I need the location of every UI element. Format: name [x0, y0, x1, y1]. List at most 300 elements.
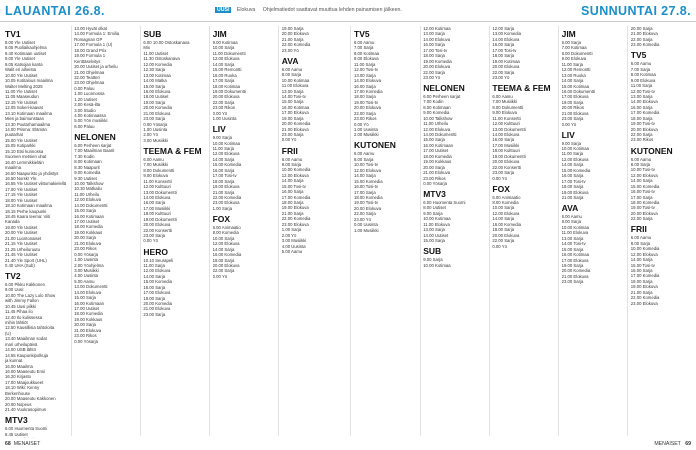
program-entry: 22.00 Komedia [281, 216, 311, 222]
program-entry: 12.00 Elokuva [630, 251, 658, 257]
program-entry: 19.00 Dokumentti [492, 153, 526, 159]
program-entry: 9.00 Sarja [561, 140, 581, 146]
program-entry: 0.00 Yösarja [74, 338, 98, 344]
program-entry: 17.00 Komedia [630, 273, 660, 279]
column-divider [71, 26, 72, 436]
program-entry: 12.00 Elokuva [74, 197, 102, 203]
program-entry: 19.00 Sarja [281, 115, 304, 121]
program-entry: 20.00 Sarja [74, 322, 96, 328]
program-entry: 18.00 Kotimaa [212, 83, 241, 89]
program-entry: 8.00 Kotimaan [423, 104, 451, 110]
program-entry: 9.05 Katsojan kanta [5, 61, 43, 67]
footer-right [654, 441, 691, 447]
program-entry: 21.00 Luontonaiset [5, 235, 42, 241]
program-entry: 11.00 Elokuva [281, 83, 309, 89]
program-entry: 14.55 Kaupunkipolkuja [5, 352, 49, 358]
program-entry: 10.00 Yle Uutiset [5, 72, 38, 78]
program-entry: 12.15 Yle Uutiset [5, 99, 38, 105]
program-entry: 15.00 Kotimaa [561, 83, 590, 89]
listing-column [423, 26, 485, 438]
program-entry: 22.00 Konsertti [143, 227, 172, 233]
program-entry: 21.00 Sarja [212, 189, 235, 195]
program-entry: 23.00 Sarja [561, 279, 584, 285]
program-entry: ja kunnat [5, 358, 23, 364]
program-entry: 0.00 Yö [561, 121, 577, 127]
program-entry: 12.30 Sarja [143, 67, 166, 73]
right-magazine-title: MENAISET [654, 441, 681, 447]
program-entry: 7.30 Kodin [74, 153, 95, 159]
program-entry: 15.00 Remontti [212, 67, 242, 73]
program-entry: 11.00 Uutiset [143, 50, 169, 56]
program-entry: 16.00 Kotimaan [74, 213, 104, 219]
program-entry: 13.00 Dokumentti [143, 189, 177, 195]
program-entry: 11.00 Sarja [630, 83, 653, 89]
program-entry: 19.00 Formula 1 [74, 53, 106, 59]
program-entry: 23.00 Rikos [212, 105, 236, 111]
program-entry: 19.00 Tosi-tv [630, 205, 655, 211]
program-entry: 9.00 Sarja [212, 135, 232, 141]
program-entry: 14.00 Formula 1: Emilia [74, 31, 120, 37]
program-entry: 17.00 Komedia [630, 110, 660, 116]
program-entry: 9.30 Uutiset [74, 175, 97, 181]
program-entry: Romagnan GP [74, 36, 103, 42]
program-entry: 9.00 Komedia [74, 170, 101, 176]
column-divider [209, 26, 210, 436]
program-entry: 19.00 Kokkaus [74, 316, 103, 322]
program-entry: 23.00 Rikos [354, 116, 377, 122]
program-entry: 12.00 Tosi-tv [630, 88, 655, 94]
program-entry: 21.25 Urheiluruutu [5, 246, 40, 252]
program-entry: 15.00 Sarja [423, 137, 445, 143]
program-entry: 19.00 Kokkaus [74, 229, 103, 235]
program-entry: 18.00 Sarja [212, 257, 235, 263]
program-entry [5, 437, 67, 438]
program-entry: 23.00 Rikos [74, 333, 97, 339]
channel-heading: TEEMA & FEM [492, 82, 551, 93]
program-entry: 14.00 Tosi-tv [281, 93, 306, 99]
program-entry: 22.00 Sarja [212, 99, 235, 105]
program-entry: 3.00 Studio [74, 107, 96, 113]
program-entry: 8.00 Sarja [630, 240, 651, 246]
program-entry: 22.00 Konsertti [492, 164, 521, 170]
program-entry: 19.00 Sarja [561, 99, 584, 105]
program-entry: 2.00 Yö [281, 232, 297, 238]
program-entry: 21.00 Elokuva [143, 110, 171, 116]
program-entry: 2.00 Kesä-ilta [74, 102, 101, 108]
channel-heading: LIV [561, 129, 575, 140]
program-entry: 17.00 Sarja [630, 194, 653, 200]
program-entry: 14.00 Dokumentti [74, 202, 108, 208]
column-divider [420, 26, 421, 436]
program-entry: 9.00 Uusi: [5, 287, 25, 293]
program-entry: 6.00 Huomenta Suomi [423, 200, 466, 206]
program-entry: 19.00 Tosi-tv [354, 200, 379, 206]
program-entry: 14.00 Sarja [630, 257, 653, 263]
program-entry: 22.00 Komedia [630, 295, 660, 301]
program-entry: 18.00 Sarja [281, 200, 304, 206]
program-entry: 14.00 Elokuva [423, 36, 451, 42]
program-entry: 1.00 Uusinta [74, 257, 99, 263]
program-entry: 18.00 Sarja [492, 227, 515, 233]
program-entry: 13.00 Sarja [354, 72, 376, 78]
program-entry: 3.00 Musiikki [281, 238, 307, 244]
program-entry: 14.00 Elokuva [492, 36, 520, 42]
program-entry: 17.00 Komedia [281, 194, 311, 200]
program-entry: Kenttäselvitys [74, 58, 101, 64]
program-entry: 22.00 Teatteri [74, 74, 100, 80]
program-entry: 16.00 Kotimaan [74, 300, 104, 306]
program-entry: 12.00 Elokuva [423, 126, 451, 132]
program-entry: Mix [143, 45, 151, 51]
program-entry: 16.00 Sarja [354, 83, 376, 89]
program-entry: 19.00 Sarja [281, 26, 304, 31]
program-entry: 8.00 Uutiset [423, 205, 446, 211]
program-entry: 23.00 Yö [423, 74, 441, 80]
program-entry: 10.00 The Lazy Lolo Show [5, 292, 56, 298]
column-divider [558, 26, 559, 436]
column-divider [140, 26, 141, 436]
program-entry: 16.00 Sarja [143, 200, 166, 206]
program-entry: 10.00 Sarja [212, 45, 235, 51]
program-entry: puutarhat [5, 132, 23, 138]
program-entry: 16.00 Sarja [423, 42, 445, 48]
program-entry: 1.20 Uutiset [74, 96, 97, 102]
channel-heading: KUTONEN [354, 140, 396, 151]
program-entry: 23.00 Sarja [561, 116, 584, 122]
program-entry: 4.00 Uusinta [281, 243, 306, 249]
program-entry: 18.00 Komedia [423, 153, 452, 159]
program-entry: 1.00 Sarja [212, 205, 232, 211]
program-entry: 18.00 Komedia [74, 311, 103, 317]
program-entry: 0.00 Yösarja [143, 121, 168, 127]
program-entry: 16.00 Maailma [5, 363, 33, 369]
program-entry: mari urheilupäivä [5, 341, 38, 347]
channel-heading: AVA [281, 55, 299, 66]
program-entry: 13.00 Komedia [492, 31, 521, 37]
program-entry: 13.10 Kotimaan maailma [5, 110, 53, 116]
program-entry: 23.00 Rikos [423, 175, 446, 181]
program-entry: 6.00 Aamu [630, 61, 652, 67]
program-entry: 23.00 Rikos [74, 246, 97, 252]
program-entry: 12.00 Elokuva [212, 151, 240, 157]
program-entry: 21.00 Elokuva [561, 110, 589, 116]
program-entry: 23.00 Yö [281, 47, 299, 53]
program-entry: 20.00 Elokuva [281, 31, 309, 37]
program-entry: 6.00 Perheen sarjat [423, 93, 461, 99]
program-entry: 18.00 Uutiset [143, 94, 169, 100]
program-entry: 6.00 Animaatio [492, 194, 521, 200]
program-entry: 18.00 Sarja [630, 115, 653, 121]
program-entry: 18.00 Sarja [492, 53, 515, 59]
program-entry: 16.00 Elokuva [143, 88, 171, 94]
program-entry: 13.00 Sarja [561, 235, 584, 241]
program-entry: (U) [5, 330, 11, 336]
program-entry: 23.00 Elokuva [212, 200, 240, 206]
program-entry: 20.00 Elokuva [492, 64, 520, 70]
program-entry: 13.00 Ruoka [561, 72, 586, 78]
program-entry: 1.00 Uusinta [143, 127, 168, 132]
program-entry: 20.00 Elokuva [423, 64, 451, 70]
channel-heading: FOX [492, 183, 510, 194]
program-entry: 20.00 Elokuva [492, 159, 520, 165]
program-entry: Mies ja baimunstaan [5, 116, 44, 122]
channel-heading: FOX [212, 213, 231, 224]
program-entry: 16.00 Sarja [212, 167, 235, 173]
program-entry: 11.00 Yle Uutiset [5, 88, 37, 94]
program-entry: 23.00 Sarja [492, 170, 515, 176]
program-entry: 0.00 Uusinta [354, 222, 378, 228]
program-entry: 18.00 Sarja [561, 184, 584, 190]
program-entry: 10.00 Tosi-tv [630, 167, 655, 173]
right-page-number: 69 [685, 441, 691, 447]
listing-column [492, 26, 554, 438]
channel-heading: KUTONEN [630, 145, 673, 156]
program-entry: 10.30 Matkailu [74, 186, 102, 192]
program-entry: 16.00 Sarja [143, 284, 166, 290]
program-entry: 15.00 Komedia [143, 279, 172, 285]
program-entry: 10.00 Talkshow [423, 115, 453, 121]
program-entry: 20.00 Komedia [281, 121, 311, 127]
program-entry: 13.00 Sarja [423, 31, 445, 37]
program-entry: 21.15 Yle Uutiset [5, 241, 38, 247]
program-entry: 12.50 Kausillisia tahtoloita [5, 325, 55, 331]
program-entry: 6.00 Huomenta Suomi [5, 426, 48, 432]
program-entry: 18.00 Komedia [74, 224, 103, 230]
header-divider [0, 21, 696, 22]
program-entry: 6.00 Aamu [492, 93, 513, 99]
program-entry: 15.00 Sarja [423, 238, 445, 244]
program-entry: 6.00 Paluu [74, 123, 95, 129]
program-entry: 1.00 Luonnossa [74, 91, 105, 97]
channel-heading: FRII [630, 224, 647, 235]
program-entry: 16.00 Maaseutu Ensi [5, 368, 45, 374]
program-entry: 16.50 Norsk! Yle. [5, 175, 38, 181]
listing-column [213, 26, 275, 438]
program-entry: 16.00 Kotimaa [281, 104, 310, 110]
program-entry: 5.00 Yön musiikki [74, 118, 108, 124]
program-entry: 13.30 Puutarhamaailma [5, 121, 51, 127]
program-entry: 15.00 Sarja [143, 83, 166, 89]
program-entry: 2.00 Yö [143, 132, 158, 138]
program-entry: 10.00 Talkshow [74, 180, 104, 186]
program-entry: 15.00 Tosi-tv [630, 262, 655, 268]
program-entry: 12.00 Elokuva [630, 172, 658, 178]
program-entry: 8.00 Kotimaa [354, 50, 380, 56]
program-entry: 21.00 Ohjelmaa [74, 69, 105, 75]
program-entry: 20.00 Maaseutu Kakkonen [5, 396, 56, 402]
program-entry: 17.00 Uutiset [74, 306, 100, 312]
program-entry: 11.00 Konsertti [143, 178, 172, 184]
program-entry: 17.15 Yle Uutiset [5, 192, 38, 198]
program-entry: 9.00 Elokuva [354, 56, 379, 62]
program-entry: 0.00 Yö [212, 273, 228, 279]
program-entry: 20.00 Elokuva [630, 126, 658, 132]
program-entry: Kanada [5, 219, 20, 225]
program-entry: 1.00 Uusinta [212, 116, 237, 122]
program-entry: 4.00 Uusinta [74, 273, 99, 279]
program-entry: 14.00 Elokuva [143, 194, 171, 200]
program-entry: 16.00 Sarja [561, 173, 584, 179]
program-entry: 11.00 Sarja [354, 61, 376, 67]
program-entry: 0.00 Yö [492, 175, 507, 181]
program-entry: 18.00 Sarja [423, 53, 445, 59]
program-entry: 10.00 Kotimaa [561, 146, 590, 152]
program-entry: 19.00 Sarja [561, 262, 584, 268]
program-entry: 14.00 Elokuva [74, 289, 102, 295]
program-entry: 9.00 Elokuva [630, 77, 656, 83]
program-entry: 0.00 Paluu [74, 85, 95, 91]
channel-heading: JIM [561, 29, 576, 39]
program-entry: 12.00 Tosi-tv [354, 67, 379, 73]
program-entry: 23.00 Sarja [143, 233, 166, 239]
program-entry: 8.30 Naapurit [74, 164, 100, 170]
program-entry: 13.00 Dokumentti [74, 284, 108, 290]
program-entry: 8.00 Dokumentti [143, 167, 175, 173]
program-entry: 13.00 Sarja [281, 88, 304, 94]
program-entry: 23.00 Sarja [143, 311, 166, 317]
program-entry: 7.00 Sarja [630, 66, 651, 72]
program-entry: 12.00 Komedia [143, 61, 172, 67]
program-entry: 20.00 Elokuva [212, 94, 240, 100]
program-entry: 3.00 Musiikki [143, 137, 168, 143]
program-entry: 19.00 Tosi-tv [630, 121, 655, 127]
program-entry: 21.00 Sarja [281, 210, 304, 216]
program-entry: Suomen metsien uhat [5, 154, 47, 160]
program-entry: 8.00 Sarja [354, 156, 374, 162]
program-entry: 15.05 Kotiparkki [5, 143, 36, 149]
program-entry: 18.00 Kulttuuri [143, 211, 171, 217]
program-entry: Walit eri aiheista [5, 67, 37, 73]
program-entry: 19.00 Sarja [143, 99, 166, 105]
program-entry: 12.00 Elokuva [492, 210, 520, 216]
channel-heading: SUB [423, 246, 442, 257]
program-entry: 22.00 Komedia [212, 194, 242, 200]
program-entry: 14.00 USB lähtö [5, 347, 36, 353]
program-entry: 21.00 Elokuva [281, 126, 309, 132]
program-entry: 19.00 Kotimaa [492, 58, 520, 64]
program-entry: 3.00 Musiikki [74, 267, 99, 273]
footer-left [5, 441, 40, 447]
program-entry: 11.00 Elokuva [561, 230, 589, 236]
program-entry: 15.00 Sarja [561, 246, 584, 252]
listing-column [631, 26, 693, 438]
program-entry: 17.00 Elokuva [561, 94, 589, 100]
program-entry: 17.00 Elokuva [561, 257, 589, 263]
program-entry: 16.00 Sarja [492, 137, 515, 143]
program-entry: 0.00 Yösarja [74, 251, 98, 257]
program-entry: 10.10 Seurapeli [143, 257, 174, 263]
program-entry: 9.00 Komedia [423, 110, 450, 116]
program-entry: 12.00 Kulttuuri [492, 121, 520, 127]
program-entry: 16.50 Naapuristo ja yhdistys [5, 170, 59, 176]
channel-heading: NELONEN [423, 82, 465, 93]
program-entry: 7.00 Musiikki [143, 162, 168, 168]
listing-column [143, 26, 205, 438]
program-entry: 14.00 Elokuva [492, 132, 520, 138]
program-entry: 2.00 Musiikki [354, 132, 379, 138]
program-entry: 6.00 Aamu [630, 235, 652, 241]
program-entry: 8.00 Komedia [212, 230, 239, 236]
program-entry: 18.10 Kotimaan maailma [5, 203, 53, 209]
channel-heading: FRII [281, 145, 298, 156]
program-entry: 13.00 Sarja [423, 227, 445, 233]
listing-column [5, 26, 67, 438]
program-entry: 19.00 Dokumentti [212, 88, 246, 94]
program-entry: 10.00 Sarja [212, 235, 235, 241]
program-entry: 8.00 Sarja [561, 219, 581, 225]
column-divider [489, 26, 490, 436]
program-entry: 21.45 Yle Uutiset [5, 252, 38, 258]
program-entry: 15.00 Komedia [212, 162, 242, 168]
program-entry: 12.00 Elokuva [561, 156, 589, 162]
program-entry: 18.00 Komedia [630, 200, 660, 206]
program-entry: 13.00 Hyvät olkat [74, 26, 108, 31]
program-entry: 16.00 Sarja [281, 189, 304, 195]
program-entry: 16.00 Sarja [630, 268, 653, 274]
program-entry: 16.00 Tosi-tv [354, 184, 379, 190]
program-entry: 19.00 Yle Uutiset [5, 224, 38, 230]
program-entry: 21.40 Vuokrasopimus [5, 407, 46, 413]
program-entry: 20.00 Elokuva [212, 262, 240, 268]
program-entry: 22.00 Sarja [630, 36, 653, 42]
program-entry: 8.00 Sarja [281, 72, 302, 78]
program-entry: 21.00 Sarja [561, 194, 584, 200]
program-entry: 8.00 Sarja [281, 161, 302, 167]
program-entry: 20.00 Yle Uutiset [5, 230, 38, 236]
program-entry: 0.00 Yö [354, 121, 369, 127]
program-entry: 14.00 Sarja [212, 61, 235, 67]
program-entry: 14.00 Elokuva [630, 99, 658, 105]
program-entry: 6.00 Aamu [281, 66, 303, 72]
program-entry: 17.00 Tosi-tv [492, 47, 517, 53]
program-entry: 22.00 Sarja [492, 69, 515, 75]
program-entry: 5.00 Aamu [281, 248, 303, 254]
program-entry: 5.00 Aamu [74, 278, 95, 284]
program-entry: 16.20 Kirjasto [5, 374, 31, 380]
program-entry: 19.00 Elokuva [281, 205, 309, 211]
channel-heading: AVA [561, 203, 579, 214]
program-entry: 19.00 Dokumentti [143, 216, 177, 222]
header-source: Elokuva [236, 7, 256, 13]
program-entry: 11.45 Pihaa ilo [5, 309, 33, 315]
program-entry: 20.00 Komedia [561, 268, 591, 274]
program-entry: 21.00 Elokuva [630, 31, 658, 37]
program-entry: 20.00 Rikos [561, 105, 585, 111]
program-entry: 9.00 Elokuva [561, 56, 587, 62]
program-entry: 15.00 Yle Uutiset [5, 137, 38, 143]
program-entry: 11.00 Urheilu [423, 121, 449, 127]
program-entry: 7.00 Musiikki [492, 99, 517, 105]
program-entry: 15.00 Sarja [74, 295, 96, 301]
program-entry: 9.00 Elokuva [492, 110, 517, 116]
program-entry: 6.00 Animaatio [212, 224, 241, 230]
program-entry: 6.00 Aamu [143, 156, 164, 162]
program-entry: 15.00 Komedia [354, 178, 383, 184]
program-entry: 23.00 Komedia [630, 42, 660, 48]
program-entry: 16.00 Komedia [212, 252, 242, 258]
program-entry: 14.00 Prisma: Elämän [5, 127, 47, 132]
program-entry: 18.00 Sarja [212, 178, 235, 184]
program-entry: 22.00 Komedia [281, 42, 311, 48]
column-divider [350, 26, 351, 436]
program-entry: 21.00 Elokuva [423, 170, 451, 176]
program-entry: 8.00 Dokumentti [492, 104, 524, 110]
header-note [215, 7, 402, 13]
program-entry: 15.00 Sarja [281, 99, 304, 105]
program-entry: 20.00 Uutiset ja urheilu [74, 64, 118, 70]
program-entry: 18.00 Kulttuuri [492, 148, 520, 154]
program-entry: 13.00 Dokumentti [492, 126, 526, 132]
